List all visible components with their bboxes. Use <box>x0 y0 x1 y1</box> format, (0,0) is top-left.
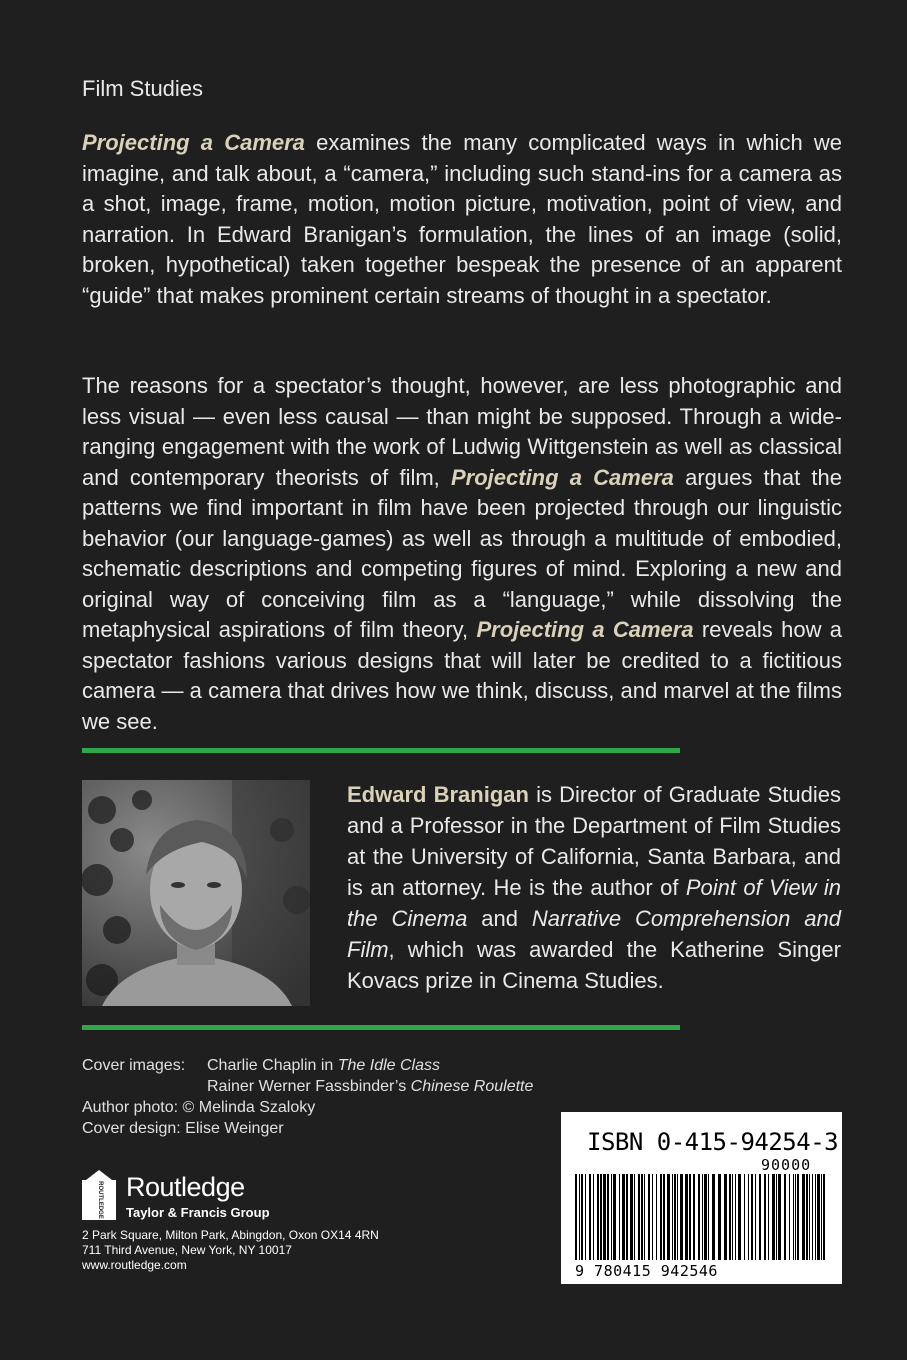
description-text: examines the many complicated ways in which we imagine, and talk about, a “camera,” including such stand-ins for a camera as a shot, image, frame, motion, motion picture, motivation, point of view, and narration. In Edward Branigan’s formulation, the lines of an image (solid, broken, hypothetical) taken together bespeak the presence of an apparent “guide” that makes prominent certain streams of thought in a spectator. <box>82 130 842 308</box>
description-paragraph-2 <box>82 371 842 737</box>
isbn-number: ISBN 0-415-94254-3 <box>587 1128 839 1156</box>
divider-green <box>82 1025 680 1030</box>
book-title: Projecting a Camera <box>82 130 305 155</box>
svg-text:ROUTLEDGE: ROUTLEDGE <box>97 1181 103 1219</box>
description-text: argues that the patterns we find important in film have been projected through our linguistic behavior (our language-games) as well as through a multitude of embodied, schematic descriptions and competing figures of mind. Exploring a new and original way of conceiving film as a “language,” while dissolving the metaphysical aspirations of film theory, <box>82 464 843 642</box>
bio-text: and <box>467 906 532 931</box>
description-text: reveals how a spectator fashions various designs that will later be credited to a fictitious camera — a camera that drives how we think, discuss, and marvel at the films we see. <box>82 617 843 734</box>
publisher-address <box>82 1228 379 1273</box>
address-line: 711 Third Avenue, New York, NY 10017 <box>82 1243 292 1257</box>
film-title: The Idle Class <box>337 1057 440 1074</box>
book-title-1: Point of View in the Cinema <box>347 875 841 931</box>
divider-green <box>82 748 680 753</box>
author-photo-credit: Author photo: © Melinda Szaloky <box>82 1099 316 1116</box>
barcode <box>561 1112 842 1284</box>
author-photo <box>82 780 310 1006</box>
book-title: Projecting a Camera <box>450 464 674 490</box>
film-title: Chinese Roulette <box>410 1078 534 1095</box>
cover-images-label: Cover images: <box>82 1057 186 1074</box>
publisher-name: Routledge <box>126 1172 245 1202</box>
credits <box>82 1055 533 1139</box>
description-text: The reasons for a spectator’s thought, however, are less photographic and less visual — even less causal — than might be supposed. Through a wide-ranging engagement with the work of Ludwig Wittgenstein as well as classical and contemporary theorists of film, <box>82 373 842 490</box>
isbn-addon: 90000 <box>761 1156 812 1174</box>
author-name: Edward Branigan <box>347 782 529 807</box>
book-title-2: Narrative Comprehension and Film <box>347 906 841 962</box>
publisher-group: Taylor & Francis Group <box>126 1205 270 1220</box>
credit-text: Rainer Werner Fassbinder’s <box>207 1078 411 1095</box>
book-title: Projecting a Camera <box>476 617 694 642</box>
author-photo-image <box>82 780 310 1006</box>
bio-text: , which was awarded the Katherine Singer Kovacs prize in Cinema Studies. <box>347 937 841 993</box>
address-line: 2 Park Square, Milton Park, Abingdon, Oxon OX14 4RN <box>82 1228 379 1242</box>
category-label: Film Studies <box>82 76 204 101</box>
cover-image-credit-1 <box>207 1055 440 1076</box>
description-paragraph-1 <box>82 128 842 311</box>
barcode-bars <box>575 1174 829 1262</box>
website-link[interactable]: www.routledge.com <box>82 1258 187 1272</box>
ean-number: 9 780415 942546 <box>575 1262 718 1280</box>
bio-text: is Director of Graduate Studies and a Professor in the Department of Film Studies at the University of California, Santa Barbara, and is an attorney. He is the author of <box>347 782 841 900</box>
routledge-logo-icon <box>82 1170 116 1225</box>
credit-text: Charlie Chaplin in <box>207 1057 338 1074</box>
author-bio <box>347 779 841 996</box>
cover-image-credit-2 <box>207 1076 533 1097</box>
cover-design-credit: Cover design: Elise Weinger <box>82 1120 284 1137</box>
